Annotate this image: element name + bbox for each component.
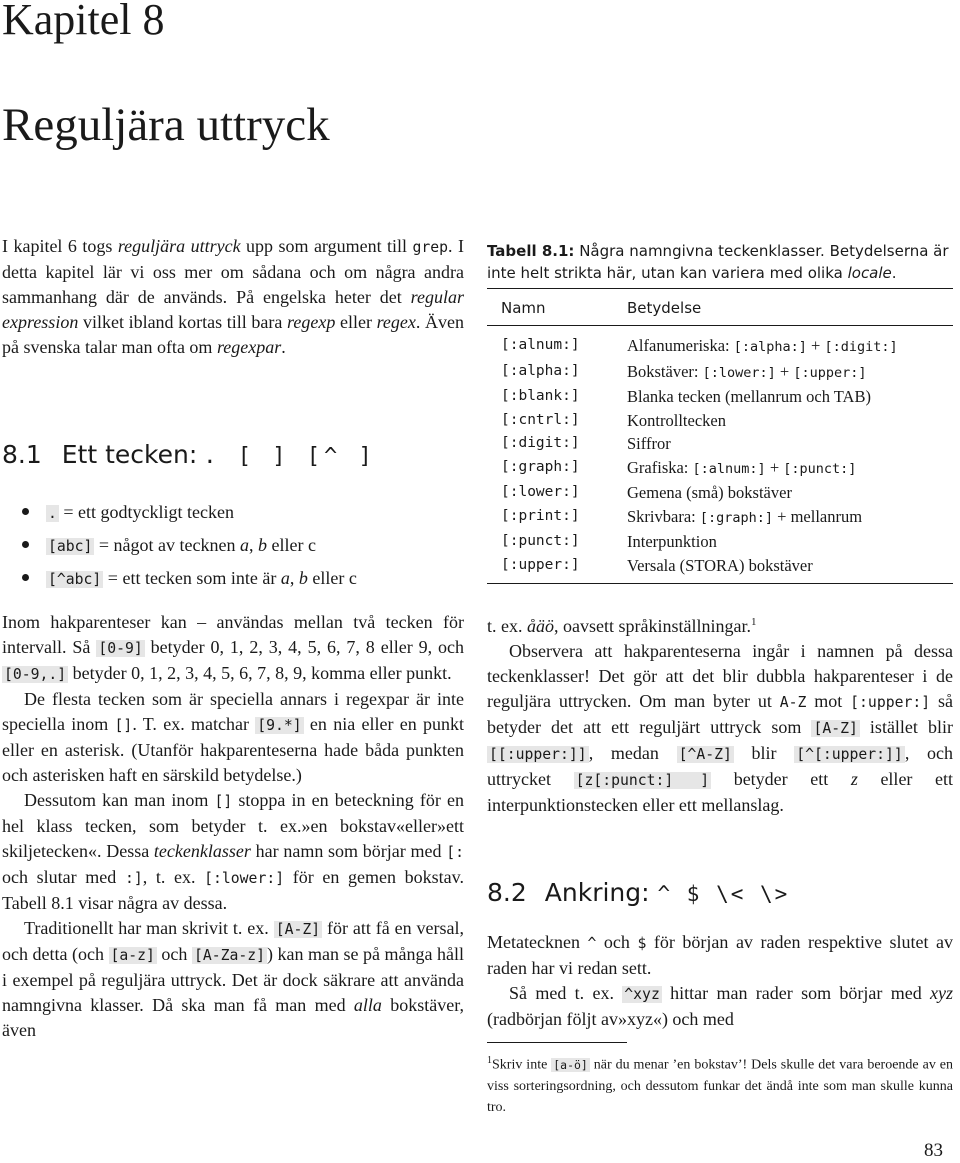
section-number: 8.1 — [2, 440, 42, 469]
chapter-label: Kapitel 8 — [2, 0, 165, 44]
footnote: $^1$Skriv inte [a-ö] när du menar ’en bokstav’! Dels skulle det vara beroende av en viss sorteringsordning, och dessutom funkar det ändå inte som man skulle kunna tro. — [487, 1055, 953, 1115]
paragraph: Så med t. ex. ^xyz hittar man rader som börjar med xyz (radbörjan följt av»xyz«) och med — [487, 983, 954, 1029]
character-class-table — [487, 288, 953, 584]
section-heading-8-1 — [2, 440, 376, 469]
table-row: [:digit:] Siffror — [501, 434, 671, 453]
bullet-list — [18, 498, 468, 597]
section-heading-8-2 — [487, 878, 789, 907]
footnote-rule — [487, 1042, 627, 1043]
table-header-row — [487, 289, 953, 326]
table-row: [:cntrl:] Kontrolltecken — [501, 410, 726, 430]
table-header-meaning: Betydelse — [627, 299, 702, 317]
table-row: [:graph:] Grafiska: [:alnum:] + [:punct:] — [501, 457, 857, 477]
table-caption: Tabell 8.1: Några namngivna teckenklasser. Betydelserna är inte helt strikta här, utan kan variera med olika locale. — [487, 242, 949, 282]
table-row: [:alnum:] Alfanumeriska: [:alpha:] + [:digit:] — [501, 336, 898, 355]
paragraph: Inom hakparenteser kan – användas mellan två tecken för intervall. Så [0-9] betyder 0, 1, 2, 3, 4, 5, 6, 7, 8 eller 9, och [0-9,.] betyder 0, 1, 2, 3, 4, 5, 6, 7, 8, 9, komma eller punkt. — [2, 612, 465, 683]
paragraph: t. ex. åäö, oavsett språkinställningar.$^1$ — [487, 616, 757, 636]
section-title: Ankring: — [544, 878, 650, 907]
section-number: 8.2 — [487, 878, 527, 907]
section-code: . [ ] [^ ] — [203, 444, 376, 469]
paragraph: Traditionellt har man skrivit t. ex. [A-Z] för att få en versal, och detta (och [a-z] och [A-Za-z] ) kan man se på många håll i exempel på reguljära uttryck. Det är dock säkrare att använda namngivna klasser. Då ska man få man med alla bokstäver, även — [2, 918, 464, 1040]
footnote-marker: 1 — [750, 616, 757, 628]
left-body-text — [2, 610, 464, 1043]
chapter-title: Reguljära uttryck — [2, 99, 330, 151]
paragraph: Observera att hakparenteserna ingår i namnen på dessa teckenklasser! Det gör att det blir dubbla hakparenteser i de reguljära uttrycken. Om man byter ut A-Z mot [:upper:] så betyder det att ett reguljärt uttryck som [A-Z] istället blir [[:upper:]] , medan [^A-Z] blir [^[:upper:]] , och uttrycket [z[:punct:] ] betyder ett z eller ett interpunktionstecken eller ett mellanslag. — [487, 641, 954, 815]
list-item: . = ett godtyckligt tecken — [18, 498, 468, 531]
footnote-number: 1 — [487, 1055, 492, 1066]
right-body-text — [487, 610, 953, 818]
table-row: [:punct:] Interpunktion — [501, 532, 717, 551]
intro-paragraph: I kapitel 6 togs reguljära uttryck upp som argument till grep. I detta kapitel lär vi oss mer om sådana och om några andra sammanhang där de används. På engelska heter det regular expression vilket ibland kortas till bara regexp eller regex. Även på svenska talar man ofta om regexpar. — [2, 236, 465, 357]
list-item: [^abc] = ett tecken som inte är a, b eller c — [18, 564, 468, 597]
paragraph: Metatecknen ^ och $ för början av raden respektive slutet av raden har vi redan sett. — [487, 932, 954, 978]
section-code: ^ $ \< \> — [657, 882, 790, 906]
table-row: [:blank:] Blanka tecken (mellanrum och TAB) — [501, 387, 871, 406]
paragraph: De flesta tecken som är speciella annars i regexpar är inte speciella inom []. T. ex. matchar [9.*] en nia eller en punkt eller en asterisk. (Utanför hakparenteserna hade båda punkten och asterisken haft en särskild betydelse.) — [2, 689, 464, 785]
table-row: [:alpha:] Bokstäver: [:lower:] + [:upper:] — [501, 361, 867, 381]
table-row: [:print:] Skrivbara: [:graph:] + mellanrum — [501, 506, 863, 526]
section-title: Ett tecken: — [61, 440, 198, 469]
paragraph: Dessutom kan man inom [] stoppa in en beteckning för en hel klass tecken, som betyder t. ex.»en bokstav«eller»ett skiljetecken«. Dessa teckenklasser har namn som börjar med [: och slutar med :], t. ex. [:lower:] för en gemen bokstav. Tabell 8.1 visar några av dessa. — [2, 790, 465, 913]
table-row: [:lower:] Gemena (små) bokstäver — [501, 483, 792, 502]
anchoring-body-text — [487, 930, 953, 1032]
table-row: [:upper:] Versala (STORA) bokstäver — [501, 555, 813, 575]
page-number: 83 — [924, 1140, 943, 1161]
list-item: [abc] = något av tecknen a, b eller c — [18, 531, 468, 564]
table-header-name: Namn — [501, 299, 546, 317]
